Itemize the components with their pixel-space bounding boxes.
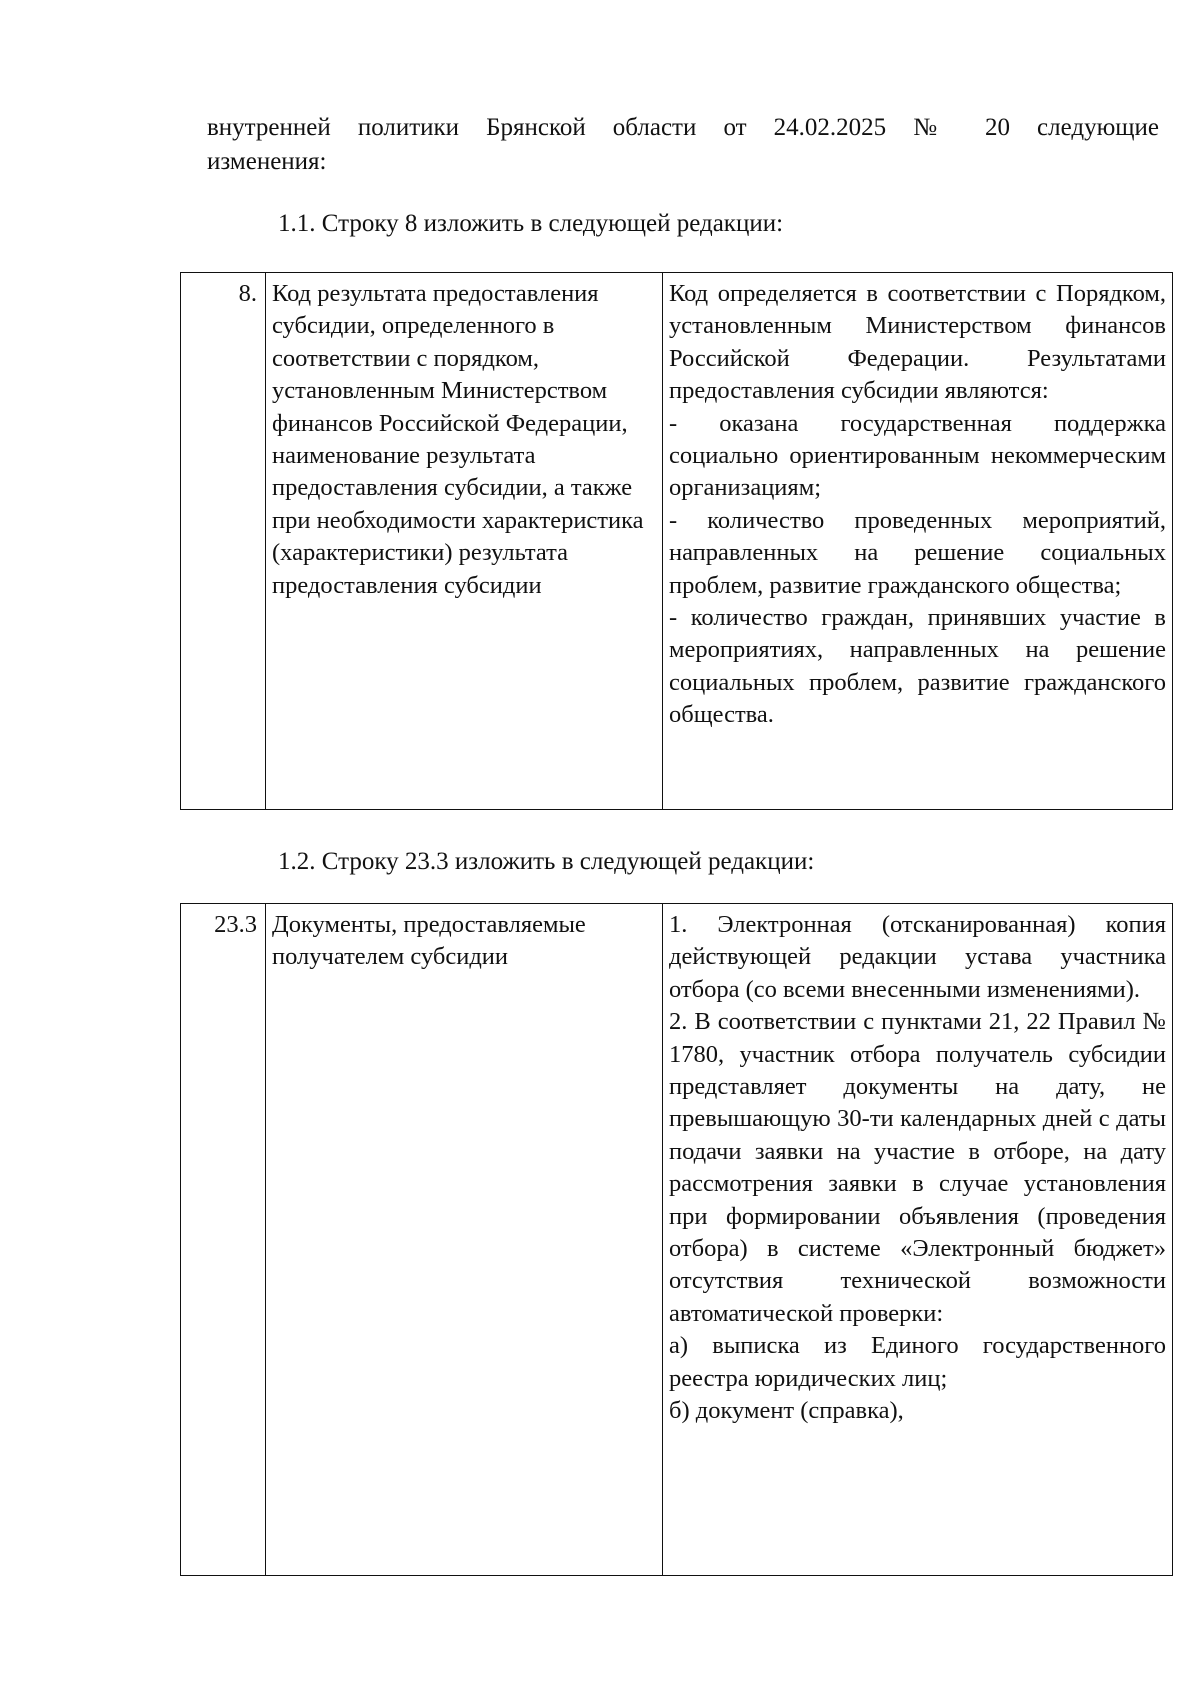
row-description bbox=[663, 904, 1173, 1576]
intro-line-1: внутренней политики Брянской области от 24.02.2025 № 20 следующие bbox=[207, 114, 1159, 141]
intro-paragraph bbox=[207, 111, 1159, 179]
row-8-table bbox=[180, 272, 1173, 810]
section-2-heading: 1.2. Строку 23.3 изложить в следующей редакции: bbox=[278, 848, 815, 875]
description-paragraph: 1. Электронная (отсканированная) копия действующей редакции устава участника отбора (со всеми внесенными изменениями). bbox=[669, 911, 1166, 1003]
description-paragraph: - количество граждан, принявших участие в мероприятиях, направленных на решение социальных проблем, развитие гражданского общества. bbox=[669, 604, 1166, 729]
description-paragraph: - оказана государственная поддержка социально ориентированным некоммерческим организациям; bbox=[669, 409, 1166, 502]
row-name: Код результата предоставления субсидии, определенного в соответствии с порядком, установленным Министерством финансов Российской Федерации, наименование результата предоставления субсидии, а также при необходимости характеристика (характеристики) результата предоставления субсидии bbox=[266, 273, 663, 810]
row-name: Документы, предоставляемые получателем субсидии bbox=[266, 904, 663, 1576]
description-paragraph: а) выписка из Единого государственного реестра юридических лиц; bbox=[669, 1332, 1166, 1392]
table-row bbox=[181, 273, 1173, 810]
description-paragraph: Код определяется в соответствии с Порядком, установленным Министерством финансов Российской Федерации. Результатами предоставления субсидии являются: bbox=[669, 280, 1166, 405]
row-number: 23.3 bbox=[181, 904, 266, 1576]
description-paragraph: - количество проведенных мероприятий, направленных на решение социальных проблем, развитие гражданского общества; bbox=[669, 506, 1166, 599]
table-row bbox=[181, 904, 1173, 1576]
description-paragraph: 2. В соответствии с пунктами 21, 22 Правил № 1780, участник отбора получатель субсидии представляет документы на дату, не превышающую 30-ти календарных дней с даты подачи заявки на участие в отборе, на дату рассмотрения заявки в случае установления при формировании объявления (проведения отбора) в системе «Электронный бюджет» отсутствия технической возможности автоматической проверки: bbox=[669, 1008, 1166, 1327]
section-1-heading: 1.1. Строку 8 изложить в следующей редакции: bbox=[278, 210, 784, 237]
row-number: 8. bbox=[181, 273, 266, 810]
intro-line-2: изменения: bbox=[207, 148, 327, 175]
description-paragraph: б) документ (справка), bbox=[669, 1397, 904, 1425]
row-description bbox=[663, 273, 1173, 810]
row-23-3-table bbox=[180, 903, 1173, 1576]
